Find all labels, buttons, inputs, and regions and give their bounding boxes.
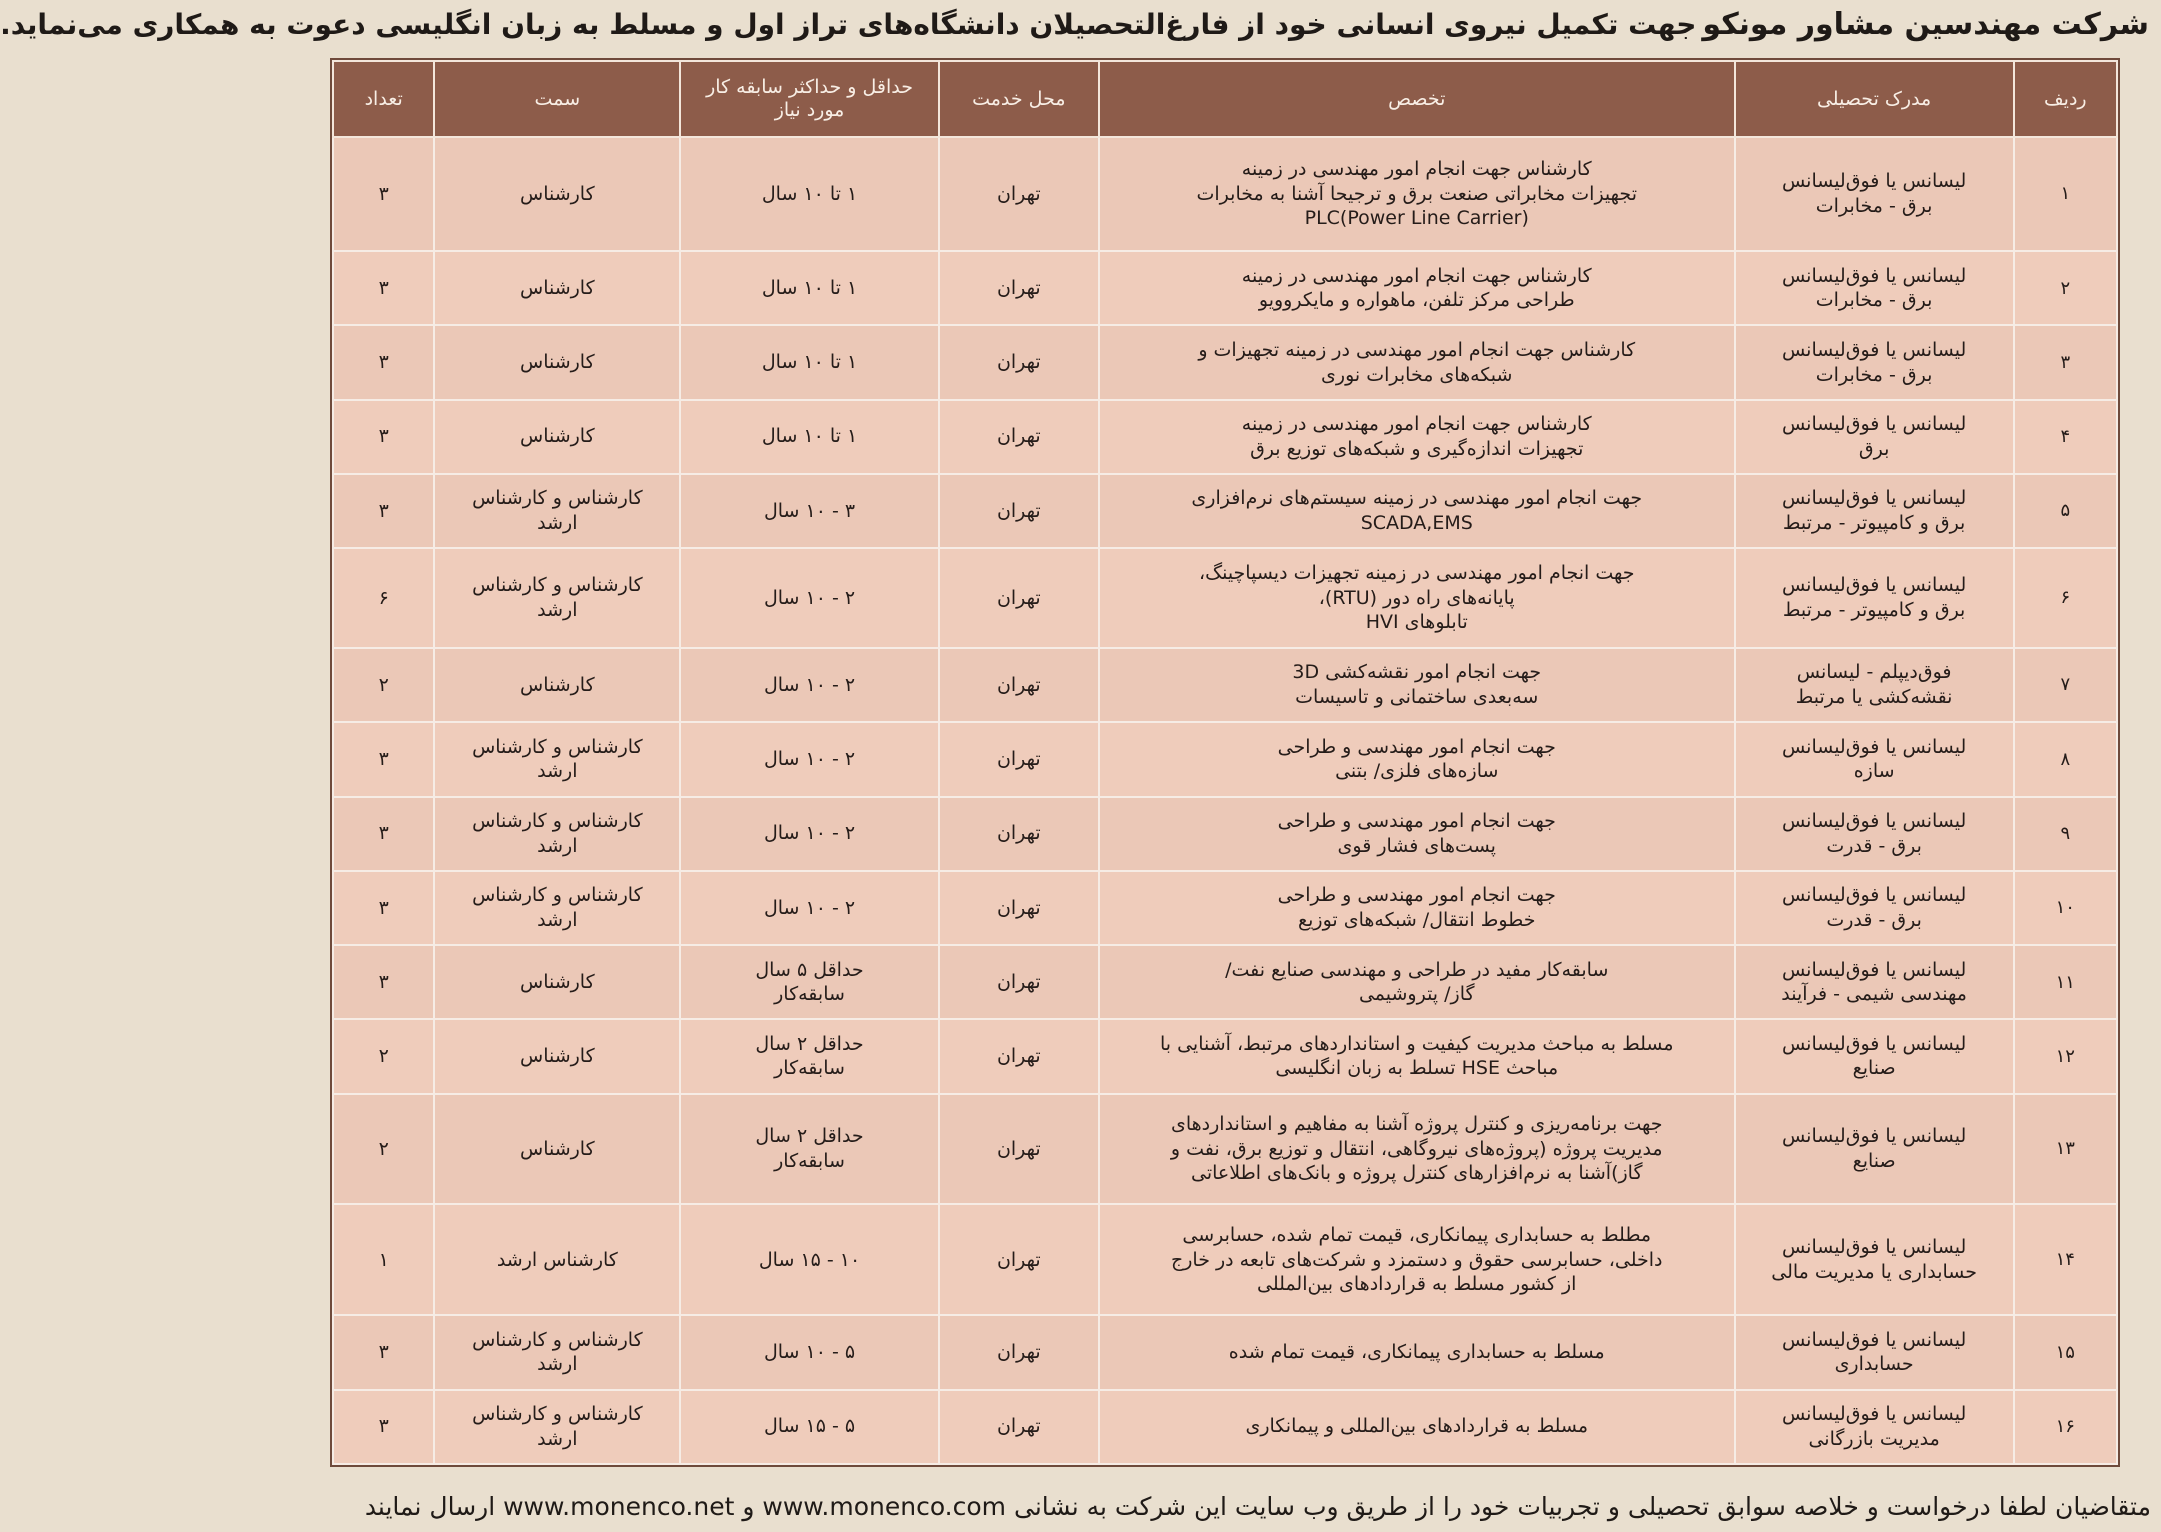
table-row — [333, 1019, 2117, 1093]
count-cell: ۱ — [333, 1204, 434, 1315]
degree-cell-line: لیسانس یا فوق‌لیسانس — [1781, 1328, 1967, 1351]
field-cell-line: مسلط به مباحث مدیریت کیفیت و استانداردهای مرتبط، آشنایی با — [1159, 1032, 1674, 1055]
degree-cell-line: حسابداری — [1834, 1353, 1914, 1376]
experience-cell: ۲ - ۱۰ سال — [680, 722, 938, 796]
company-name: شرکت مهندسین مشاور مونکو — [1702, 6, 2149, 42]
field-cell-line: تجهیزات مخابراتی صنعت برق و ترجیحا آشنا به مخابرات — [1196, 182, 1637, 205]
field-cell-line: داخلی، حسابرسی حقوق و دستمزد و شرکت‌های تابعه در خارج — [1170, 1248, 1663, 1271]
degree-cell — [1735, 945, 2014, 1019]
position-cell-line: کارشناس و کارشناس — [472, 487, 643, 510]
position-cell: کارشناس — [434, 1094, 680, 1205]
field-cell-line: تابلوهای HVI — [1365, 611, 1468, 634]
degree-cell-line: برق و کامپیوتر - مرتبط — [1782, 512, 1966, 535]
location-cell: تهران — [939, 1019, 1099, 1093]
degree-cell-line: لیسانس یا فوق‌لیسانس — [1781, 958, 1967, 981]
degree-cell — [1735, 1315, 2014, 1389]
job-table — [330, 58, 2120, 1467]
degree-cell-line: حسابداری یا مدیریت مالی — [1771, 1260, 1977, 1283]
position-cell: کارشناس — [434, 251, 680, 325]
field-cell-line: SCADA,EMS — [1360, 512, 1473, 535]
row-number: ۱۳ — [2014, 1094, 2117, 1205]
location-cell: تهران — [939, 648, 1099, 722]
field-cell-line: جهت انجام امور مهندسی و طراحی — [1277, 735, 1556, 758]
experience-cell: ۱ تا ۱۰ سال — [680, 400, 938, 474]
position-cell-line: ارشد — [537, 1427, 578, 1450]
location-cell: تهران — [939, 548, 1099, 648]
field-cell — [1099, 945, 1735, 1019]
field-cell — [1099, 871, 1735, 945]
field-cell — [1099, 1204, 1735, 1315]
field-cell — [1099, 1019, 1735, 1093]
degree-cell — [1735, 251, 2014, 325]
degree-cell — [1735, 797, 2014, 871]
experience-cell-line: سابقه‌کار — [774, 1150, 845, 1173]
location-cell: تهران — [939, 722, 1099, 796]
row-number: ۱۴ — [2014, 1204, 2117, 1315]
position-cell — [434, 474, 680, 548]
field-cell-line: پست‌های فشار قوی — [1337, 834, 1496, 857]
row-number: ۱۲ — [2014, 1019, 2117, 1093]
position-cell — [434, 797, 680, 871]
row-number: ۲ — [2014, 251, 2117, 325]
degree-cell — [1735, 648, 2014, 722]
count-cell: ۲ — [333, 648, 434, 722]
experience-cell-line: سابقه‌کار — [774, 1057, 845, 1080]
position-cell-line: ارشد — [537, 908, 578, 931]
field-cell-line: جهت برنامه‌ریزی و کنترل پروژه آشنا به مفاهیم و استانداردهای — [1170, 1112, 1663, 1135]
degree-cell — [1735, 1390, 2014, 1464]
degree-cell — [1735, 137, 2014, 251]
experience-cell: ۱۰ - ۱۵ سال — [680, 1204, 938, 1315]
row-number: ۳ — [2014, 325, 2117, 399]
degree-cell-line: لیسانس یا فوق‌لیسانس — [1781, 170, 1967, 193]
position-cell — [434, 1390, 680, 1464]
field-cell — [1099, 548, 1735, 648]
experience-cell — [680, 1094, 938, 1205]
row-number: ۷ — [2014, 648, 2117, 722]
field-cell-line: سه‌بعدی ساختمانی و تاسیسات — [1295, 686, 1539, 709]
location-cell: تهران — [939, 325, 1099, 399]
field-cell-line: طراحی مرکز تلفن، ماهواره و مایکروویو — [1258, 289, 1575, 312]
table-row — [333, 1390, 2117, 1464]
degree-cell — [1735, 474, 2014, 548]
degree-cell — [1735, 548, 2014, 648]
degree-cell-line: برق - مخابرات — [1815, 289, 1933, 312]
position-cell-line: کارشناس و کارشناس — [472, 735, 643, 758]
table-row — [333, 945, 2117, 1019]
field-cell-line: جهت انجام امور مهندسی در زمینه سیستم‌های نرم‌افزاری — [1191, 487, 1643, 510]
count-cell: ۲ — [333, 1019, 434, 1093]
header-location: محل خدمت — [939, 61, 1099, 137]
degree-cell-line: لیسانس یا فوق‌لیسانس — [1781, 338, 1967, 361]
row-number: ۹ — [2014, 797, 2117, 871]
count-cell: ۳ — [333, 1390, 434, 1464]
row-number: ۱ — [2014, 137, 2117, 251]
header-degree: مدرک تحصیلی — [1735, 61, 2014, 137]
degree-cell-line: نقشه‌کشی یا مرتبط — [1795, 686, 1953, 709]
degree-cell — [1735, 400, 2014, 474]
field-cell-line: مسلط به حسابداری پیمانکاری، قیمت تمام شده — [1228, 1341, 1605, 1364]
table-row — [333, 797, 2117, 871]
position-cell-line: ارشد — [537, 760, 578, 783]
count-cell: ۳ — [333, 797, 434, 871]
degree-cell-line: لیسانس یا فوق‌لیسانس — [1781, 264, 1967, 287]
location-cell: تهران — [939, 1390, 1099, 1464]
degree-cell-line: لیسانس یا فوق‌لیسانس — [1781, 487, 1967, 510]
field-cell-line: کارشناس جهت انجام امور مهندسی در زمینه — [1241, 158, 1592, 181]
position-cell: کارشناس — [434, 325, 680, 399]
count-cell: ۳ — [333, 474, 434, 548]
degree-cell-line: لیسانس یا فوق‌لیسانس — [1781, 413, 1967, 436]
experience-cell: ۲ - ۱۰ سال — [680, 648, 938, 722]
table-row — [333, 548, 2117, 648]
position-cell-line: کارشناس و کارشناس — [472, 574, 643, 597]
experience-cell: ۲ - ۱۰ سال — [680, 871, 938, 945]
field-cell — [1099, 722, 1735, 796]
degree-cell — [1735, 1094, 2014, 1205]
row-number: ۱۱ — [2014, 945, 2117, 1019]
field-cell-line: مدیریت پروژه (پروژه‌های نیروگاهی، انتقال و توزیع برق، نفت و — [1170, 1137, 1663, 1160]
degree-cell-line: سازه — [1853, 760, 1895, 783]
table-row — [333, 871, 2117, 945]
position-cell: کارشناس — [434, 648, 680, 722]
count-cell: ۲ — [333, 1094, 434, 1205]
degree-cell-line: لیسانس یا فوق‌لیسانس — [1781, 1125, 1967, 1148]
degree-cell — [1735, 325, 2014, 399]
count-cell: ۳ — [333, 251, 434, 325]
field-cell-line: مسلط به قراردادهای بین‌المللی و پیمانکاری — [1245, 1415, 1589, 1438]
degree-cell-line: برق - مخابرات — [1815, 195, 1933, 218]
count-cell: ۳ — [333, 871, 434, 945]
table-row — [333, 1094, 2117, 1205]
row-number: ۸ — [2014, 722, 2117, 796]
position-cell — [434, 722, 680, 796]
field-cell-line: جهت انجام امور مهندسی و طراحی — [1277, 809, 1556, 832]
table-row — [333, 1204, 2117, 1315]
table-row — [333, 1315, 2117, 1389]
degree-cell-line: صنایع — [1852, 1150, 1896, 1173]
degree-cell-line: لیسانس یا فوق‌لیسانس — [1781, 735, 1967, 758]
field-cell-line: گاز/ پتروشیمی — [1358, 983, 1475, 1006]
experience-cell: ۲ - ۱۰ سال — [680, 797, 938, 871]
position-cell-line: کارشناس و کارشناس — [472, 1328, 643, 1351]
table-row — [333, 474, 2117, 548]
position-cell-line: ارشد — [537, 834, 578, 857]
header-count: تعداد — [333, 61, 434, 137]
position-cell: کارشناس — [434, 137, 680, 251]
count-cell: ۳ — [333, 1315, 434, 1389]
position-cell: کارشناس — [434, 1019, 680, 1093]
location-cell: تهران — [939, 945, 1099, 1019]
field-cell-line: شبکه‌های مخابرات نوری — [1321, 363, 1513, 386]
degree-cell-line: برق و کامپیوتر - مرتبط — [1782, 599, 1966, 622]
table-row — [333, 400, 2117, 474]
degree-cell-line: لیسانس یا فوق‌لیسانس — [1781, 1032, 1967, 1055]
field-cell-line: پایانه‌های راه دور (RTU)، — [1318, 586, 1515, 609]
field-cell-line: گاز)آشنا به نرم‌افزارهای کنترل پروژه و بانک‌های اطلاعاتی — [1190, 1162, 1643, 1185]
experience-cell: ۱ تا ۱۰ سال — [680, 325, 938, 399]
field-cell — [1099, 1315, 1735, 1389]
row-number: ۱۶ — [2014, 1390, 2117, 1464]
header-position: سمت — [434, 61, 680, 137]
location-cell: تهران — [939, 474, 1099, 548]
experience-cell-line: حداقل ۲ سال — [755, 1125, 864, 1148]
position-cell — [434, 871, 680, 945]
field-cell-line: جهت انجام امور نقشه‌کشی 3D — [1292, 661, 1542, 684]
table-row — [333, 137, 2117, 251]
field-cell-line: خطوط انتقال/ شبکه‌های توزیع — [1298, 908, 1536, 931]
degree-cell-line: برق - مخابرات — [1815, 363, 1933, 386]
location-cell: تهران — [939, 1094, 1099, 1205]
count-cell: ۳ — [333, 722, 434, 796]
position-cell: کارشناس — [434, 945, 680, 1019]
location-cell: تهران — [939, 137, 1099, 251]
field-cell-line: کارشناس جهت انجام امور مهندسی در زمینه تجهیزات و — [1198, 338, 1636, 361]
table-row — [333, 251, 2117, 325]
field-cell — [1099, 400, 1735, 474]
application-instructions: متقاضیان لطفا درخواست و خلاصه سوابق تحصیلی و تجربیات خود را از طریق وب سایت این شرکت به نشانی www.monenco.com و www.monenco.net ارسال نمایند — [364, 1491, 2151, 1521]
degree-cell-line: لیسانس یا فوق‌لیسانس — [1781, 1236, 1967, 1259]
header-field: تخصص — [1099, 61, 1735, 137]
field-cell-line: جهت انجام امور مهندسی و طراحی — [1277, 884, 1556, 907]
table-row — [333, 648, 2117, 722]
experience-cell: ۱ تا ۱۰ سال — [680, 137, 938, 251]
headline — [0, 0, 2149, 48]
field-cell — [1099, 648, 1735, 722]
field-cell — [1099, 1390, 1735, 1464]
table-row — [333, 325, 2117, 399]
degree-cell-line: لیسانس یا فوق‌لیسانس — [1781, 884, 1967, 907]
row-number: ۱۰ — [2014, 871, 2117, 945]
field-cell-line: جهت انجام امور مهندسی در زمینه تجهیزات دیسپاچینگ، — [1198, 562, 1635, 585]
degree-cell-line: برق - قدرت — [1826, 908, 1922, 931]
degree-cell-line: برق - قدرت — [1826, 834, 1922, 857]
position-cell — [434, 548, 680, 648]
row-number: ۴ — [2014, 400, 2117, 474]
field-cell — [1099, 474, 1735, 548]
experience-cell — [680, 945, 938, 1019]
experience-cell: ۳ - ۱۰ سال — [680, 474, 938, 548]
headline-text: جهت تکمیل نیروی انسانی خود از فارغ‌التحصیلان دانشگاه‌های تراز اول و مسلط به زبان انگلیسی دعوت به همکاری می‌نماید. — [0, 7, 1697, 41]
location-cell: تهران — [939, 400, 1099, 474]
field-cell — [1099, 137, 1735, 251]
field-cell-line: کارشناس جهت انجام امور مهندسی در زمینه — [1241, 413, 1592, 436]
position-cell-line: کارشناس و کارشناس — [472, 809, 643, 832]
count-cell: ۳ — [333, 400, 434, 474]
degree-cell — [1735, 871, 2014, 945]
experience-cell-line: حداقل ۲ سال — [755, 1032, 864, 1055]
count-cell: ۳ — [333, 325, 434, 399]
field-cell — [1099, 797, 1735, 871]
position-cell: کارشناس ارشد — [434, 1204, 680, 1315]
field-cell-line: سابقه‌کار مفید در طراحی و مهندسی صنایع نفت/ — [1225, 958, 1609, 981]
position-cell-line: کارشناس و کارشناس — [472, 1403, 643, 1426]
field-cell-line: کارشناس جهت انجام امور مهندسی در زمینه — [1241, 264, 1592, 287]
position-cell-line: کارشناس و کارشناس — [472, 884, 643, 907]
field-cell — [1099, 325, 1735, 399]
field-cell-line: PLC(Power Line Carrier) — [1304, 207, 1529, 230]
location-cell: تهران — [939, 871, 1099, 945]
field-cell — [1099, 251, 1735, 325]
location-cell: تهران — [939, 251, 1099, 325]
table-header-row — [333, 61, 2117, 137]
degree-cell-line: فوق‌دیپلم - لیسانس — [1796, 661, 1952, 684]
position-cell — [434, 1315, 680, 1389]
degree-cell — [1735, 1019, 2014, 1093]
count-cell: ۶ — [333, 548, 434, 648]
position-cell: کارشناس — [434, 400, 680, 474]
field-cell-line: تجهیزات اندازه‌گیری و شبکه‌های توزیع برق — [1250, 437, 1584, 460]
location-cell: تهران — [939, 797, 1099, 871]
experience-cell — [680, 1019, 938, 1093]
experience-cell: ۵ - ۱۰ سال — [680, 1315, 938, 1389]
field-cell-line: سازه‌های فلزی/ بتنی — [1335, 760, 1499, 783]
experience-cell-line: سابقه‌کار — [774, 983, 845, 1006]
experience-cell: ۱ تا ۱۰ سال — [680, 251, 938, 325]
field-cell-line: مباحث HSE تسلط به زبان انگلیسی — [1275, 1057, 1559, 1080]
row-number: ۵ — [2014, 474, 2117, 548]
header-experience: حداقل و حداکثر سابقه کار مورد نیاز — [680, 61, 938, 137]
location-cell: تهران — [939, 1315, 1099, 1389]
degree-cell-line: برق — [1858, 437, 1890, 460]
experience-cell: ۲ - ۱۰ سال — [680, 548, 938, 648]
degree-cell-line: لیسانس یا فوق‌لیسانس — [1781, 1403, 1967, 1426]
table-row — [333, 722, 2117, 796]
row-number: ۱۵ — [2014, 1315, 2117, 1389]
position-cell-line: ارشد — [537, 512, 578, 535]
count-cell: ۳ — [333, 137, 434, 251]
degree-cell-line: مهندسی شیمی - فرآیند — [1781, 983, 1967, 1006]
degree-cell-line: لیسانس یا فوق‌لیسانس — [1781, 809, 1967, 832]
row-number: ۶ — [2014, 548, 2117, 648]
experience-cell-line: حداقل ۵ سال — [755, 958, 864, 981]
degree-cell-line: مدیریت بازرگانی — [1808, 1427, 1940, 1450]
position-cell-line: ارشد — [537, 1353, 578, 1376]
field-cell — [1099, 1094, 1735, 1205]
degree-cell — [1735, 722, 2014, 796]
degree-cell — [1735, 1204, 2014, 1315]
field-cell-line: از کشور مسلط به قراردادهای بین‌المللی — [1257, 1273, 1577, 1296]
degree-cell-line: صنایع — [1852, 1057, 1896, 1080]
experience-cell: ۵ - ۱۵ سال — [680, 1390, 938, 1464]
degree-cell-line: لیسانس یا فوق‌لیسانس — [1781, 574, 1967, 597]
position-cell-line: ارشد — [537, 599, 578, 622]
count-cell: ۳ — [333, 945, 434, 1019]
location-cell: تهران — [939, 1204, 1099, 1315]
field-cell-line: مطلط به حسابداری پیمانکاری، قیمت تمام شده، حسابرسی — [1182, 1223, 1652, 1246]
header-row-number: ردیف — [2014, 61, 2117, 137]
